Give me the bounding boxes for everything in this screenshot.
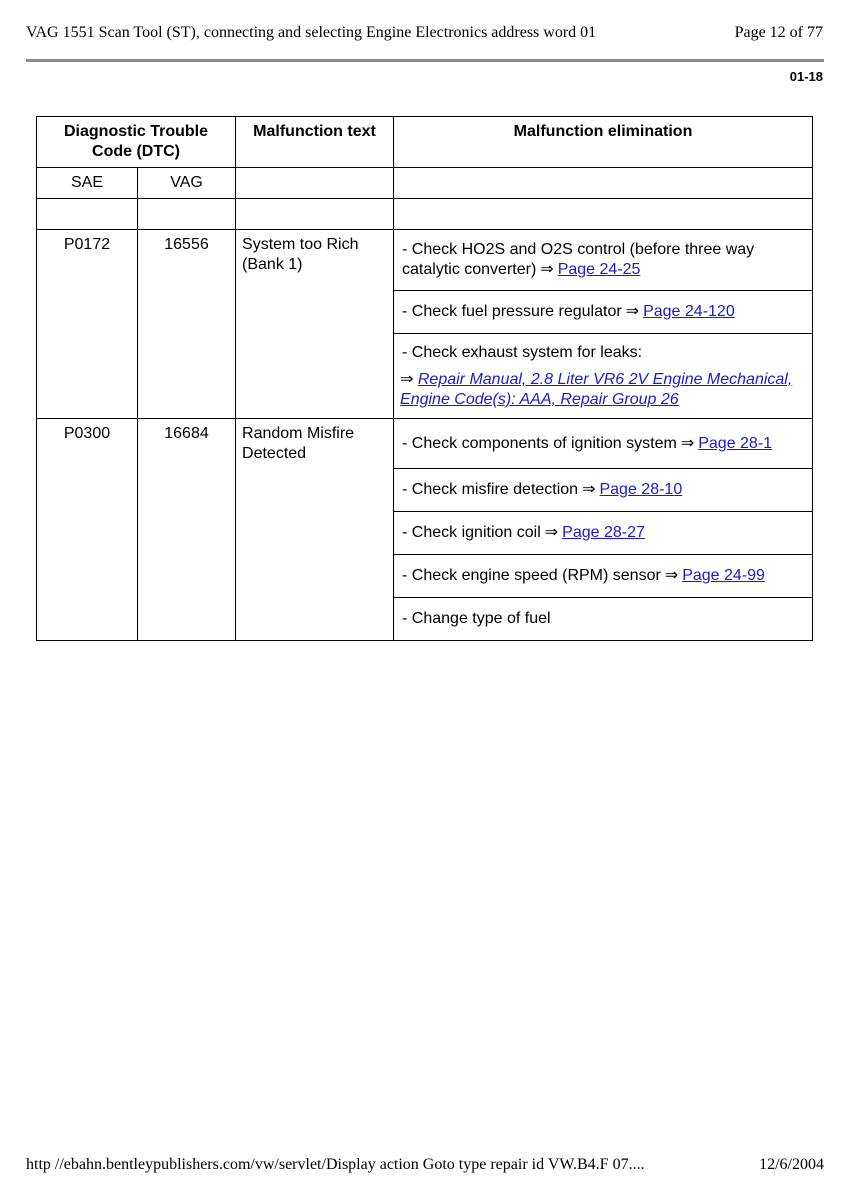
vag-code: 16556: [138, 230, 236, 419]
empty-cell: [138, 199, 236, 230]
malfunction-elimination-header: Malfunction elimination: [394, 117, 813, 168]
sae-subheader: SAE: [37, 168, 138, 199]
page-link[interactable]: Page 24-99: [682, 567, 765, 584]
fix-item: [394, 291, 813, 334]
dtc-table: [36, 116, 813, 641]
fix-text: - Check exhaust system for leaks:: [402, 343, 643, 361]
malfunction-text-header: Malfunction text: [236, 117, 394, 168]
arrow-icon: ⇒: [540, 261, 554, 278]
table-row: [37, 230, 813, 291]
fix-item: [394, 469, 813, 512]
sae-code: P0172: [37, 230, 138, 419]
fix-text: - Check fuel pressure regulator: [402, 303, 622, 320]
fix-text: - Change type of fuel: [402, 610, 551, 627]
table-header-row: [37, 117, 813, 168]
fix-text: - Check engine speed (RPM) sensor: [402, 567, 661, 584]
arrow-icon: ⇒: [625, 303, 640, 320]
page-link[interactable]: Page 28-27: [562, 524, 645, 541]
repair-manual-reference: [400, 370, 804, 410]
fix-text: - Check HO2S and O2S control (before three way catalytic converter): [402, 241, 755, 278]
empty-cell: [394, 199, 813, 230]
arrow-icon: ⇒: [582, 481, 596, 498]
fix-item: [394, 555, 813, 598]
vag-code: 16684: [138, 419, 236, 641]
page-link[interactable]: Page 28-10: [599, 481, 683, 498]
page-link[interactable]: Page 24-120: [643, 303, 735, 320]
page-code: 01-18: [789, 69, 823, 84]
table-row: [37, 419, 813, 469]
footer-url: http //ebahn.bentleypublishers.com/vw/servlet/Display action Goto type repair id VW.B4.F 07....: [26, 1156, 645, 1173]
empty-cell: [236, 168, 394, 199]
arrow-icon: ⇒: [680, 434, 695, 452]
fix-item: [394, 598, 813, 641]
arrow-icon: ⇒: [400, 370, 414, 388]
footer-date: 12/6/2004: [759, 1156, 824, 1173]
fix-item: [394, 512, 813, 555]
arrow-icon: ⇒: [664, 567, 679, 584]
empty-cell: [394, 168, 813, 199]
empty-cell: [236, 199, 394, 230]
dtc-header: Diagnostic Trouble Code (DTC): [37, 117, 236, 168]
vag-subheader: VAG: [138, 168, 236, 199]
fix-item: [394, 419, 813, 469]
fix-text: - Check components of ignition system: [402, 434, 677, 452]
page-number: Page 12 of 77: [734, 24, 823, 41]
table-subheader-row: [37, 168, 813, 199]
fix-item: [394, 230, 813, 291]
arrow-icon: ⇒: [544, 524, 559, 541]
page-link[interactable]: Page 28-1: [698, 434, 773, 452]
fix-item: [394, 334, 813, 419]
sae-code: P0300: [37, 419, 138, 641]
repair-manual-link[interactable]: Repair Manual, 2.8 Liter VR6 2V Engine Mechanical, Engine Code(s): AAA, Repair Group 26: [400, 370, 793, 408]
malfunction-text: System too Rich (Bank 1): [236, 230, 394, 419]
page-link[interactable]: Page 24-25: [557, 261, 641, 278]
fix-text: - Check ignition coil: [402, 524, 541, 541]
empty-cell: [37, 199, 138, 230]
document-title: VAG 1551 Scan Tool (ST), connecting and selecting Engine Electronics address word 01: [26, 24, 597, 41]
malfunction-text: Random Misfire Detected: [236, 419, 394, 641]
fix-text: - Check misfire detection: [402, 481, 579, 498]
table-spacer-row: [37, 199, 813, 230]
header-rule: [26, 59, 824, 62]
